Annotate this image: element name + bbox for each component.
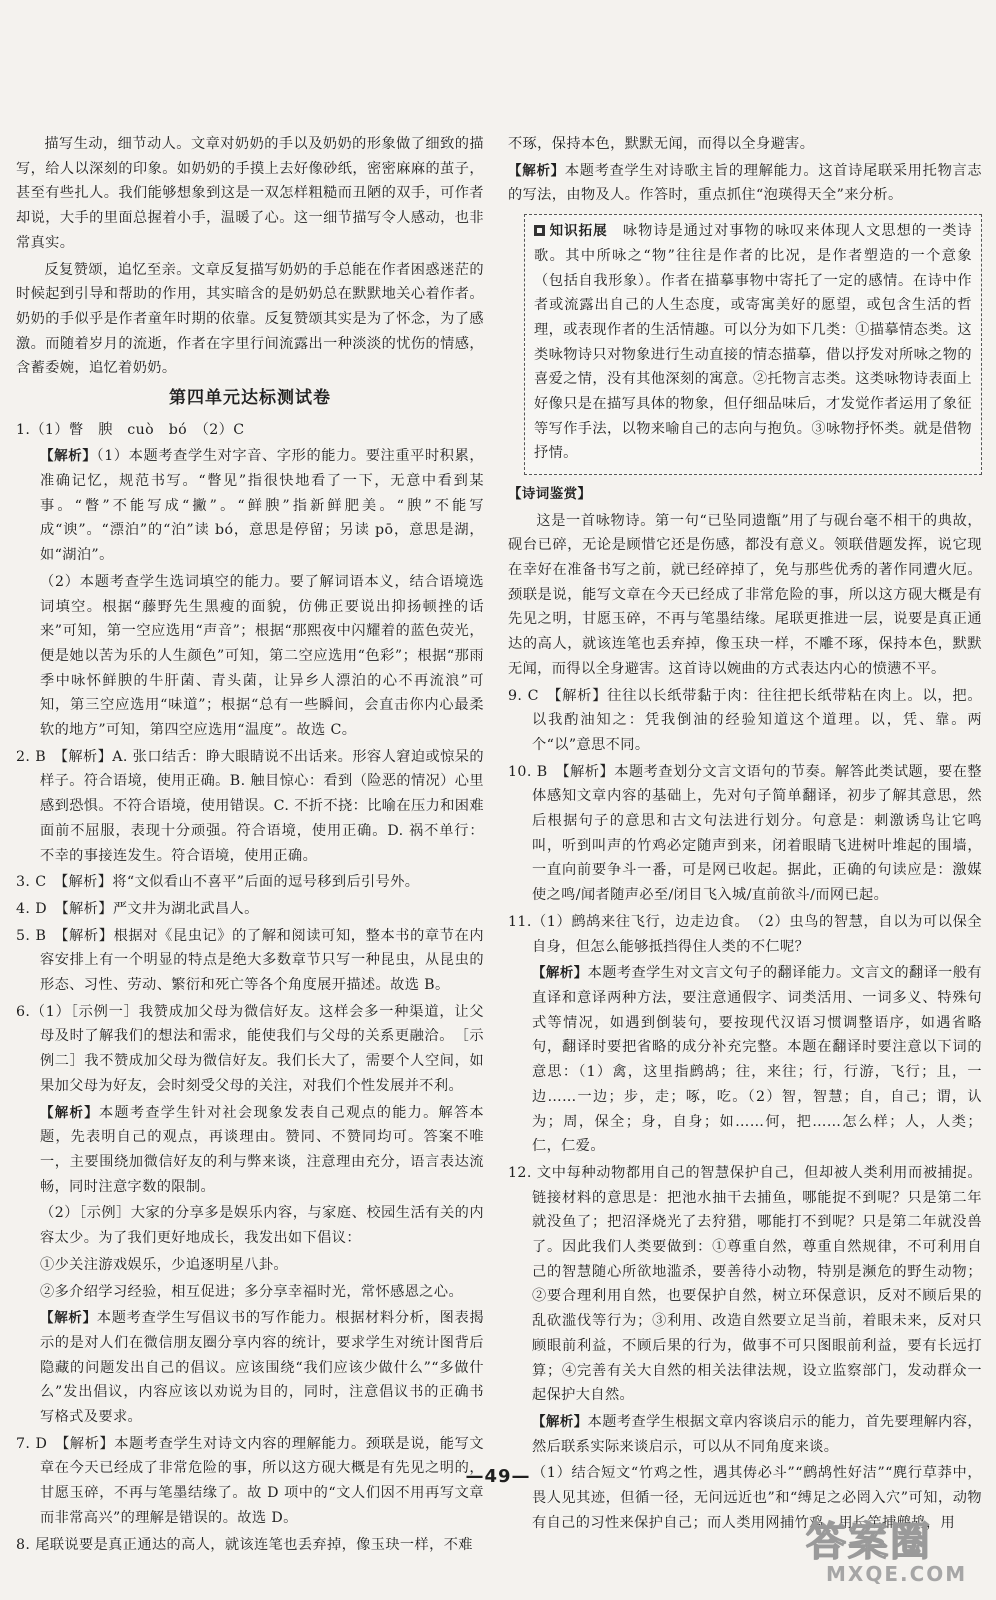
watermark-logo bbox=[800, 1510, 980, 1590]
knowledge-label: 知识拓展 bbox=[549, 223, 608, 240]
analysis-text: 本题考查学生对诗歌主旨的理解能力。这首诗尾联采用托物言志的写法，由物及人。作答时，重点抓住“泡瑛得天全”来分析。 bbox=[508, 162, 982, 204]
poem-appreciation: 这是一首咏物诗。第一句“已坠同遗甑”用了与砚台毫不相干的典故，砚台已碎，无论是顾惜它还是伤感，都没有意义。领联借题发挥，说它现在幸好在准备书写之前，就已经碎掉了，免与那些优秀的著作同遭火厄。颈联是说，能写文章在今天已经成了非常危险的事，所以这方砚大概是有先见之明，甘愿玉碎，不再与笔墨结缘。尾联更推进一层，说要是真正通达的高人，就该连笔也丢弃掉，像玉玦一样，不雕不琢，保持本色，默默无闻，而得以全身避害。这首诗以婉曲的方式表达内心的愤懑不平。 bbox=[508, 512, 982, 677]
answer-4: 4. D 【解析】严文井为湖北武昌人。 bbox=[16, 900, 259, 917]
answer-12-analysis bbox=[508, 1410, 982, 1459]
answer-10: 10. B 【解析】本题考查划分文言文语句的节奏。解答此类试题，要在整体感知文章内容的基础上，先对句子简单翻译，初步了解其意思，然后根据句子的意思和古文句法进行划分。句意是：刺激诱鸟让它鸣叫，听到叫声的竹鸡必定随声到来，闭着眼睛飞进树叶堆起的围墙，一直向前要争斗一番，可是网已收起。据此，正确的句读应是：激媒使之鸣/闻者随声必至/闭目飞入城/直前欲斗/而网已起。 bbox=[508, 763, 982, 904]
answer-3: 3. C 【解析】将“文似看山不喜平”后面的逗号移到后引号外。 bbox=[16, 874, 420, 891]
answer-2: 2. B 【解析】A. 张口结舌：睁大眼睛说不出话来。形容人窘迫或惊呆的样子。符合语境，使用正确。B. 触目惊心：看到（险恶的情况）心里感到恐惧。不符合语境，使用错误。C. 不折不挠：比喻在压力和困难面前不屈服，表现十分顽强。符合语境，使用正确。D. 祸不单行：不幸的事接连发生。符合语境，使用正确。 bbox=[16, 748, 484, 864]
paragraph: 反复赞颂，追忆至亲。文章反复描写奶奶的手总能在作者困惑迷茫的时候起到引导和帮助的作用，其实暗含的是奶奶总在默默地关心着作者。奶奶的手似乎是作者童年时期的依靠。反复赞颂其实是为了怀念，为了感激。而随着岁月的流逝，作者在字里行间流露出一种淡淡的忧伤的情感，含蓄委婉，追忆着奶奶。 bbox=[16, 261, 484, 377]
analysis-text: 本题考查学生针对社会现象发表自己观点的能力。解答本题，先表明自己的观点，再谈理由。赞同、不赞同均可。答案不唯一，主要围绕加微信好友的利与弊来谈，注意理由充分，语言表达流畅，同时注意字数的限制。 bbox=[40, 1104, 484, 1195]
analysis-label: 【解析】 bbox=[40, 1104, 99, 1121]
answer-8-cont: 不琢，保持本色，默默无闻，而得以全身避害。 bbox=[508, 136, 815, 152]
answer-8-analysis bbox=[508, 159, 982, 208]
watermark-text: 答案圈 bbox=[806, 1519, 932, 1565]
answer-12: 12. 文中每种动物都用自己的智慧保护自己，但却被人类利用而被捕捉。链接材料的意思是：把池水抽干去捕鱼，哪能捉不到呢？只是第二年就没鱼了；把沼泽烧光了去狩猎，哪能打不到呢？只是第二年就没兽了。因此我们人类要做到：①尊重自然，尊重自然规律，不可利用自己的智慧随心所欲地滥杀，要善待小动物，特别是濒危的野生动物；②要合理利用自然，也要保护自然，树立环保意识，反对不顾后果的乱砍滥伐等行为；③利用、改造自然要立足当前，着眼未来，反对只顾眼前利益，不顾后果的行为，做事不可只图眼前利益，要有长远打算；④完善有关大自然的相关法律法规，设立监察部门，发动群众一起保护大自然。 bbox=[508, 1164, 982, 1404]
page-number: —49— bbox=[465, 1466, 531, 1487]
unit-title: 第四单元达标测试卷 bbox=[169, 388, 331, 409]
analysis-label: 【解析】 bbox=[40, 448, 97, 465]
answer-6-1: 6.（1）［示例一］我赞成加父母为微信好友。这样会多一种渠道，让父母及时了解我们的想法和需求，能使我们与父母的关系更融洽。 ［示例二］我不赞成加父母为微信好友。我们长大了，需要个人空间，如果加父母为好友，会时刻受父母的关注，对我们个性发展并不利。 bbox=[16, 1003, 484, 1094]
poem-appreciation-label: 【诗词鉴赏】 bbox=[508, 486, 592, 503]
answer-11: 11.（1）鹧鸪来往飞行，边走边食。 （2）虫鸟的智慧，自以为可以保全自身，但怎么能够抵挡得住人类的不仁呢？ bbox=[508, 913, 982, 955]
paragraph: 描写生动，细节动人。文章对奶奶的手以及奶奶的形象做了细致的描写，给人以深刻的印象。如奶奶的手摸上去好像砂纸，密密麻麻的茧子，甚至有些扎人。我们能够想象到这是一双怎样粗糙而丑陋的双手，可作者却说，大手的里面总握着小手，温暖了心。这一细节描写令人感动，也非常真实。 bbox=[16, 136, 484, 251]
answer-8: 8. 尾联说要是真正通达的高人，就该连笔也丢弃掉，像玉玦一样，不难 bbox=[16, 1536, 473, 1553]
knowledge-box bbox=[524, 214, 982, 475]
analysis-text: （1）本题考查学生对字音、字形的能力。要注重平时积累，准确记忆，规范书写。“瞥见”指很快地看了一下，无意中看到某事。“瞥”不能写成“撇”。“鲜腴”指新鲜肥美。“腴”不能写成“谀”。“漂泊”的“泊”读 bó，意思是停留；另读 pō，意思是湖，如“湖泊”。 bbox=[40, 448, 484, 564]
answer-6-analysis-2 bbox=[16, 1306, 484, 1430]
answer-5: 5. B 【解析】根据对《昆虫记》的了解和阅读可知，整本书的章节在内容安排上有一个明显的特点是绝大多数章节只写一种昆虫，从昆虫的形态、习性、劳动、繁衍和死亡等各个角度展开描述。故选 B。 bbox=[16, 927, 484, 994]
analysis-label: 【解析】 bbox=[532, 965, 588, 982]
analysis-text: 本题考查学生对文言文句子的翻译能力。文言文的翻译一般有直译和意译两种方法，要注意通假字、词类活用、一词多义、特殊句式等情况，如遇到倒装句，要按现代汉语习惯调整语序，如遇省略句，翻译时要把省略的成分补充完整。本题在翻译时要注意以下词的意思：（1）禽，这里指鹧鸪；往，来往；行，行游，飞行；且，一边……一边；步，走；啄，吃。（2）智，智慧；自，自己；谓，认为；周，保全；身，自身；如……何，把……怎么样；人，人类；仁，仁爱。 bbox=[532, 965, 982, 1155]
watermark-url: MXQE.COM bbox=[826, 1562, 968, 1586]
answer-12-1: （1）结合短文“竹鸡之性，遇其俦必斗”“鹧鸪性好洁”“麂行草莽中，畏人见其迹，但循一径，无问远近也”和“缚足之必罔入穴”可知，动物有自己的习性来保护自己；而人类用网捕竹鸡，用长竿捕鹧鸪，用 bbox=[532, 1465, 982, 1531]
left-column bbox=[16, 132, 484, 1559]
answer-9: 9. C 【解析】往往以长纸带黏于肉：往往把长纸带粘在肉上。以，把。以我酌油知之：凭我倒油的经验知道这个道理。以，凭、靠。两个“以”意思不同。 bbox=[508, 687, 982, 753]
answer-1-analysis-2: （2）本题考查学生选词填空的能力。要了解词语本义，结合语境选词填空。根据“藤野先生黑瘦的面貌，仿佛正要说出抑扬顿挫的话来”可知，第一空应选用“声音”；根据“那熙夜中闪耀着的蓝色荧光，便是她以苦为乐的人生颜色”可知，第二空应选用“色彩”；根据“那雨季中咏怀鲜腴的牛肝菌、青头菌，让异乡人漂泊的心不再流浪”可知，第三空应选用“味道”；根据“总有一些瞬间，会直击你内心最柔软的地方”可知，第四空应选用“温度”。故选 C。 bbox=[40, 573, 484, 739]
answer-1-analysis bbox=[16, 444, 484, 568]
right-column bbox=[508, 132, 982, 1537]
answer-6-2b: ②多介绍学习经验，相互促进；多分享幸福时光，常怀感恩之心。 bbox=[40, 1283, 464, 1300]
analysis-label: 【解析】 bbox=[532, 1413, 588, 1430]
answer-7: 7. D 【解析】本题考查学生对诗文内容的理解能力。颈联是说，能写文章在今天已经成了非常危险的事，所以这方砚大概是有先见之明的，甘愿玉碎，不再与笔墨结缘了。故 D 项中的“文人们因不用再写文章而非常高兴”的理解是错误的。故选 D。 bbox=[16, 1435, 484, 1526]
answer-6-2: （2）［示例］大家的分享多是娱乐内容，与家庭、校园生活有关的内容太少。为了我们更好地成长，我发出如下倡议： bbox=[40, 1205, 484, 1247]
knowledge-icon bbox=[534, 225, 545, 236]
answer-1-head: 1.（1）瞥 腴 cuò bó （2）C bbox=[16, 421, 245, 438]
analysis-label: 【解析】 bbox=[40, 1310, 97, 1327]
knowledge-text bbox=[534, 219, 972, 466]
answer-11-analysis bbox=[508, 961, 982, 1159]
analysis-text: 本题考查学生写倡议书的写作能力。根据材料分析，图表揭示的是对人们在微信朋友圈分享内容的统计，要求学生对统计图背后隐藏的问题发出自己的倡议。应该围绕“我们应该少做什么”“多做什么”发出倡议，内容应该以劝说为目的，同时，注意倡议书的正确书写格式及要求。 bbox=[40, 1310, 484, 1426]
answer-6-2a: ①少关注游戏娱乐，少追逐明星八卦。 bbox=[40, 1256, 288, 1273]
answer-6-analysis bbox=[16, 1101, 484, 1200]
analysis-text: 本题考查学生根据文章内容谈启示的能力，首先要理解内容，然后联系实际来谈启示，可以从不同角度来谈。 bbox=[532, 1413, 982, 1455]
knowledge-body: 咏物诗是通过对事物的咏叹来体现人文思想的一类诗歌。其中所咏之“物”往往是作者的比况，是作者塑造的一个意象（包括自我形象）。作者在描摹事物中寄托了一定的感情。在诗中作者或流露出自己的人生态度，或寄寓美好的愿望，或包含生活的哲理，或表现作者的生活情趣。可以分为如下几类：①描摹情态类。这类咏物诗只对物象进行生动直接的情态描摹，借以抒发对所咏之物的喜爱之情，没有其他深刻的寓意。②托物言志类。这类咏物诗表面上好像只是在描写具体的物象，但仔细品味后，才发觉作者运用了象征等写作手法，以物来喻自己的志向与抱负。③咏物抒怀类。就是借物抒情。 bbox=[534, 223, 972, 462]
analysis-label: 【解析】 bbox=[508, 162, 565, 179]
